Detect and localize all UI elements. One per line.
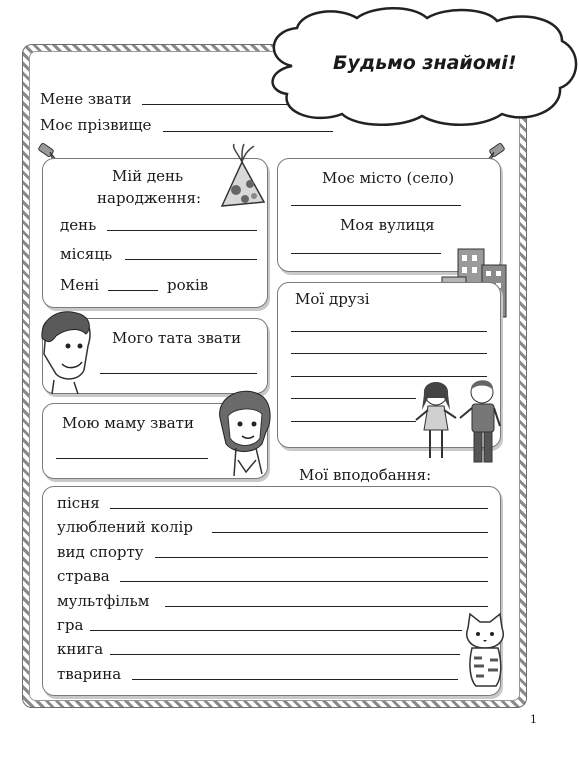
- cat-icon: [460, 614, 508, 688]
- street-field[interactable]: [291, 253, 441, 254]
- father-label: Мого тата звати: [112, 329, 242, 347]
- favorite-dish-field[interactable]: [120, 581, 488, 582]
- favorite-animal-field[interactable]: [132, 679, 458, 680]
- girl-face-icon: [214, 388, 272, 476]
- age-suffix: років: [167, 276, 209, 294]
- boy-face-icon: [34, 308, 96, 394]
- surname-label: Моє прізвище: [40, 116, 152, 134]
- favorite-color-field[interactable]: [212, 532, 488, 533]
- friends-field-3[interactable]: [291, 376, 487, 377]
- friends-label: Мої друзі: [295, 290, 370, 308]
- friends-field-5[interactable]: [291, 421, 416, 422]
- favorite-animal-label: тварина: [57, 665, 122, 683]
- father-field[interactable]: [100, 373, 257, 374]
- day-field[interactable]: [107, 230, 257, 231]
- mother-field[interactable]: [56, 458, 208, 459]
- favorite-game-field[interactable]: [90, 630, 462, 631]
- favorite-color-label: улюблений колір: [57, 518, 193, 536]
- day-label: день: [60, 216, 97, 234]
- name-field[interactable]: [142, 104, 288, 105]
- favorite-song-label: пісня: [57, 494, 100, 512]
- birthday-title-line2: народження:: [97, 189, 201, 207]
- friends-field-1[interactable]: [291, 331, 487, 332]
- favorite-dish-label: страва: [57, 567, 110, 585]
- age-prefix: Мені: [60, 276, 100, 294]
- friends-field-4[interactable]: [291, 398, 416, 399]
- surname-field[interactable]: [163, 131, 333, 132]
- birthday-title-line1: Мій день: [112, 167, 184, 185]
- city-label: Моє місто (село): [322, 169, 455, 187]
- page-number: 1: [530, 713, 537, 726]
- friends-field-2[interactable]: [291, 353, 487, 354]
- party-hat-icon: [212, 144, 272, 214]
- city-field[interactable]: [291, 205, 461, 206]
- month-field[interactable]: [125, 259, 257, 260]
- age-field[interactable]: [108, 290, 158, 291]
- favorite-cartoon-label: мультфільм: [57, 592, 150, 610]
- favorites-title: Мої вподобання:: [295, 466, 435, 484]
- favorite-cartoon-field[interactable]: [165, 606, 488, 607]
- favorite-game-label: гра: [57, 616, 84, 634]
- mother-label: Мою маму звати: [62, 414, 194, 432]
- kids-icon: [414, 378, 506, 468]
- month-label: місяць: [60, 245, 113, 263]
- page-title: Будьмо знайомі!: [333, 52, 517, 74]
- favorite-sport-label: вид спорту: [57, 543, 144, 561]
- favorite-book-field[interactable]: [110, 654, 460, 655]
- name-label: Мене звати: [40, 90, 132, 108]
- street-label: Моя вулиця: [340, 216, 435, 234]
- favorite-song-field[interactable]: [110, 508, 488, 509]
- favorite-book-label: книга: [57, 640, 104, 658]
- favorite-sport-field[interactable]: [155, 557, 488, 558]
